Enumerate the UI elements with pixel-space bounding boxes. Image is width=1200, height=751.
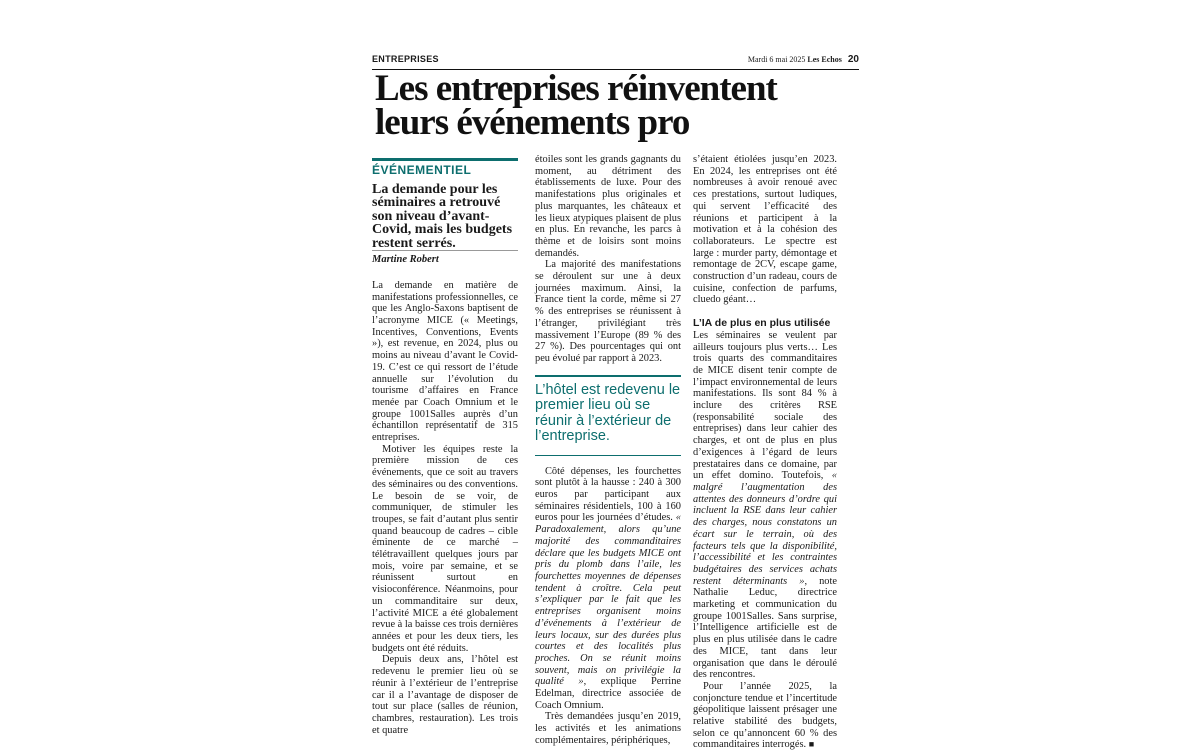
paragraph bbox=[693, 330, 837, 681]
intertitle: L’IA de plus en plus utilisée bbox=[693, 317, 831, 330]
paragraph: La demande en matière de manifestations professionnelles, ce que les Anglo-Saxons baptisent de l’acronyme MICE (« Meetings, Incentives, Conventions, Events »), est revenue, en 2024, plus ou moins au niveau d’avant le Covid-19. C’est ce qui ressort de l’étude annuelle sur l’évolution du tourisme d’affaires en France menée par Coach Omnium et le groupe 1001Salles auprès d’un échantillon représentatif de 315 entreprises. bbox=[372, 279, 518, 444]
page-number: 20 bbox=[847, 54, 859, 65]
paragraph: Motiver les équipes reste la première mission de ces événements, que ce soit au travers des séminaires ou des conventions. Le besoin de se voir, de communiquer, de stimuler les troupes, se fait d’autant plus sentir quand beaucoup de cadres – cible éminente de ce marché – télétravaillent quelques jours par mois, voire par semaine, et se réunissent surtout en visioconférence. Néanmoins, pour un commanditaire sur deux, l’activité MICE a été globalement revue à la baisse ces trois dernières années et pour les deux tiers, les budgets ont été réduits. bbox=[372, 443, 518, 654]
issue-date: Mardi 6 mai 2025 bbox=[747, 55, 806, 64]
text-run: Côté dépenses, les fourchettes sont plutôt à la hausse : 240 à 300 euros par participant aux séminaires résidentiels, 100 à 160 euros pour les journées d’études. bbox=[535, 465, 681, 524]
newspaper-page bbox=[365, 50, 859, 751]
column-3 bbox=[693, 154, 837, 751]
text-run: Les séminaires se veulent par ailleurs toujours plus verts… Les trois quarts des commanditaires de MICE disent tenir compte de l’impact environnemental de leurs manifestations. Ils sont 84 % à inclure des critères RSE (responsabilité sociale des entreprises) dans leur cahier des charges, et ont de plus en plus d’exigences à l’égard de leurs prestataires dans ce domaine, par un effet domino. Toutefois, bbox=[693, 329, 837, 482]
paragraph bbox=[693, 681, 837, 751]
section-rubric: ENTREPRISES bbox=[372, 54, 439, 64]
quote: « malgré l’augmentation des attentes des donneurs d’ordre qui incluent la RSE dans leur cahier des charges, nous constatons un écart sur le terrain, où des facteurs tels que la disponibilité, l’accessibilité et les contraintes budgétaires des services achats restent déterminants » bbox=[693, 470, 837, 587]
text-run: Pour l’année 2025, la conjoncture tendue et l’incertitude géopolitique laissent présager une relative stabilité des budgets, selon ce qu’annoncent 60 % des commanditaires interrogés. bbox=[693, 680, 837, 751]
text-run: , note Nathalie Leduc, directrice marketing et communication du groupe 1001Salles. Sans surprise, l’Intelligence artificielle est de plus en plus utilisée dans le cadre des MICE, tant dans leur organisation que dans le déroulé des rencontres. bbox=[693, 575, 837, 681]
paragraph: Très demandées jusqu’en 2019, les activités et les animations complémentaires, périphériques, bbox=[535, 711, 681, 746]
publication-name: Les Echos bbox=[807, 55, 842, 64]
column-1 bbox=[372, 158, 518, 736]
article-byline: Martine Robert bbox=[372, 250, 518, 266]
paragraph: La majorité des manifestations se déroulent sur une à deux journées maximum. Ainsi, la France tient la corde, même si 27 % des entreprises se réunissent à l’étranger, privilégiant très massivement l’Europe (89 % des 27 %). Des pourcentages qui ont peu évolué par rapport à 2023. bbox=[535, 259, 681, 364]
paragraph: s’étaient étiolées jusqu’en 2023. En 2024, les entreprises ont été nombreuses à avoir renoué avec ces prestations, surtout ludiques, qui servent l’efficacité des réunions et participent à la motivation et à la cohésion des collaborateurs. Le spectre est large : murder party, démontage et remontage de 2CV, escape game, construction d’un radeau, cours de cuisine, confection de parfums, cluedo géant… bbox=[693, 154, 837, 306]
article-kicker: ÉVÉNEMENTIEL bbox=[372, 158, 518, 177]
article-headline: Les entreprises réinventent leurs événements pro bbox=[375, 68, 777, 143]
quote: « Paradoxalement, alors qu’une majorité des commanditaires déclare que les budgets MICE ont pris du plomb dans l’aile, les fourchettes moyennes de dépenses tendent à croître. Cela peut s’expliquer par le fait que les entreprises organisent moins d’événements à l’extérieur de leurs locaux, sur des durées plus courtes et des localités plus proches. On se réunit moins souvent, mais on privilégie la qualité » bbox=[535, 512, 681, 688]
article-standfirst: La demande pour les séminaires a retrouvé son niveau d’avant-Covid, mais les budgets restent serrés. bbox=[372, 181, 513, 251]
paragraph bbox=[535, 466, 681, 712]
text-run: , explique Perrine Edelman, directrice associée de Coach Omnium. bbox=[535, 676, 681, 711]
end-mark-icon: ■ bbox=[808, 739, 815, 750]
column-2 bbox=[535, 154, 681, 747]
pull-quote: L’hôtel est redevenu le premier lieu où se réunir à l’extérieur de l’entreprise. bbox=[535, 375, 681, 456]
paragraph: étoiles sont les grands gagnants du moment, au détriment des établissements de luxe. Pour des manifestations plus originales et plus marquantes, les châteaux et les lieux atypiques plaisent de plus en plus. En revanche, les parcs à thème et de loisirs sont moins demandés. bbox=[535, 154, 681, 259]
paragraph: Depuis deux ans, l’hôtel est redevenu le premier lieu où se réunir à l’extérieur de l’entreprise car il a l’avantage de disposer de tout sur place (salles de réunion, chambres, restauration). Les trois et quatre bbox=[372, 654, 518, 736]
page-meta bbox=[748, 54, 859, 65]
